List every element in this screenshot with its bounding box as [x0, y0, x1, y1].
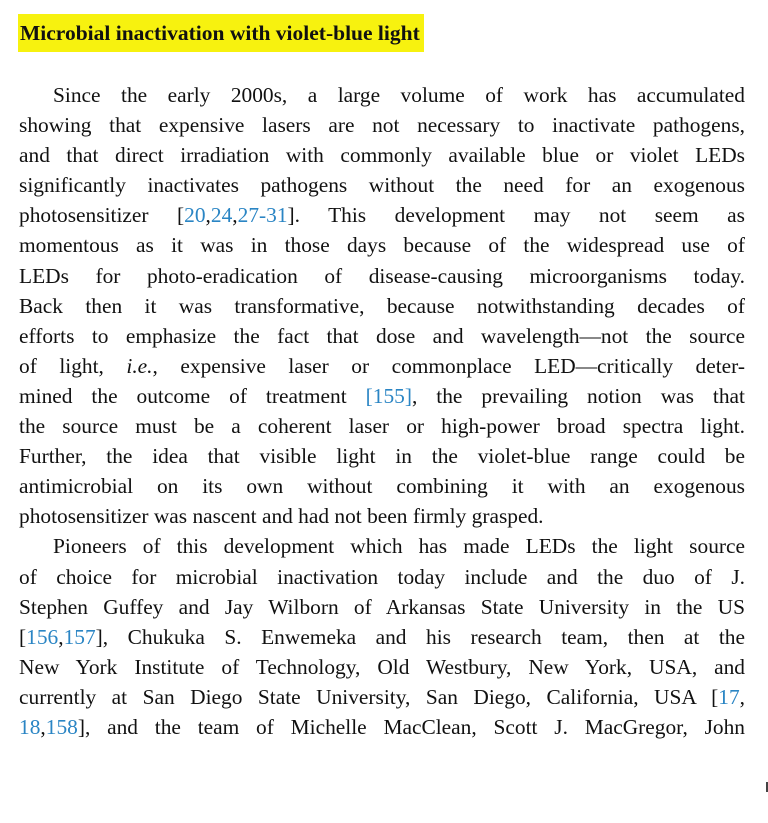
article-body	[19, 80, 745, 742]
line-text: mined the outcome of treatment	[19, 383, 366, 408]
paragraph-1-line-14: antimicrobial on its own without combining it with an exogenous	[19, 474, 745, 499]
citation-link[interactable]: 24	[210, 203, 233, 228]
line-text: currently at San Diego State University, San Diego, California, USA [	[19, 684, 719, 709]
citation-link[interactable]: 20	[184, 203, 206, 228]
line-text: ,	[40, 714, 46, 739]
paragraph-1-line-8: Back then it was transformative, because notwithstanding decades of	[19, 293, 745, 318]
paragraph-2-line-7	[19, 712, 745, 742]
paragraph-1-line-2: showing that expensive lasers are not necessary to inactivate pathogens,	[19, 113, 745, 138]
section-heading: Microbial inactivation with violet-blue light	[18, 14, 424, 52]
paragraph-1-line-9: efforts to emphasize the fact that dose and wavelength—not the source	[19, 323, 745, 348]
citation-link[interactable]: 17	[718, 684, 740, 709]
citation-link[interactable]: 18	[19, 714, 41, 739]
paragraph-2-line-2: of choice for microbial inactivation today include and the duo of J.	[19, 564, 745, 589]
paragraph-1-line-11	[19, 381, 745, 411]
line-text: , expensive laser or commonplace LED—critically deter-	[152, 353, 745, 378]
paragraph-1-line-4: significantly inactivates pathogens without the need for an exogenous	[19, 173, 745, 198]
paragraph-1-line-15: photosensitizer was nascent and had not been firmly grasped.	[19, 504, 544, 529]
paragraph-1-line-5	[19, 200, 745, 230]
line-text: , the prevailing notion was that	[411, 383, 745, 408]
paragraph-2-line-1: Pioneers of this development which has made LEDs the light source	[53, 534, 745, 559]
line-text: ]. This development may not seem as	[287, 203, 745, 228]
paragraph-1-line-10	[19, 351, 745, 381]
line-text: ,	[58, 624, 64, 649]
line-text: ,	[232, 203, 238, 228]
paragraph-1-line-1: Since the early 2000s, a large volume of work has accumulated	[53, 83, 745, 107]
citation-link[interactable]: 156	[26, 624, 59, 649]
line-text: of light,	[19, 353, 127, 378]
citation-link[interactable]: 158	[45, 714, 78, 739]
line-text: ,	[739, 684, 745, 709]
section-heading-wrap	[18, 14, 424, 52]
line-text: ], Chukuka S. Enwemeka and his research team, then at the	[95, 624, 745, 649]
paragraph-1-line-13: Further, the idea that visible light in the violet-blue range could be	[19, 444, 745, 469]
paragraph-2-line-4	[19, 622, 745, 652]
line-text: ], and the team of Michelle MacClean, Scott J. MacGregor, John	[77, 714, 745, 739]
citation-link[interactable]: 157	[63, 624, 96, 649]
line-text: [	[19, 624, 27, 649]
ie-abbreviation: i.e.	[126, 353, 153, 378]
paragraph-1-line-6: momentous as it was in those days because of the widespread use of	[19, 233, 745, 258]
line-text: photosensitizer [	[19, 203, 185, 228]
citation-link[interactable]: [155]	[365, 383, 412, 408]
paragraph-1-line-12: the source must be a coherent laser or high-power broad spectra light.	[19, 414, 745, 439]
paragraph-2-line-6	[19, 682, 745, 712]
paragraph-2-line-3: Stephen Guffey and Jay Wilborn of Arkansas State University in the US	[19, 594, 745, 619]
paragraph-2-line-5: New York Institute of Technology, Old Westbury, New York, USA, and	[19, 654, 745, 679]
paragraph-1-line-7: LEDs for photo-eradication of disease-causing microorganisms today.	[19, 263, 745, 288]
line-text: ,	[205, 203, 211, 228]
paragraph-1-line-3: and that direct irradiation with commonly available blue or violet LEDs	[19, 143, 745, 168]
citation-link[interactable]: 27-31	[237, 203, 288, 228]
